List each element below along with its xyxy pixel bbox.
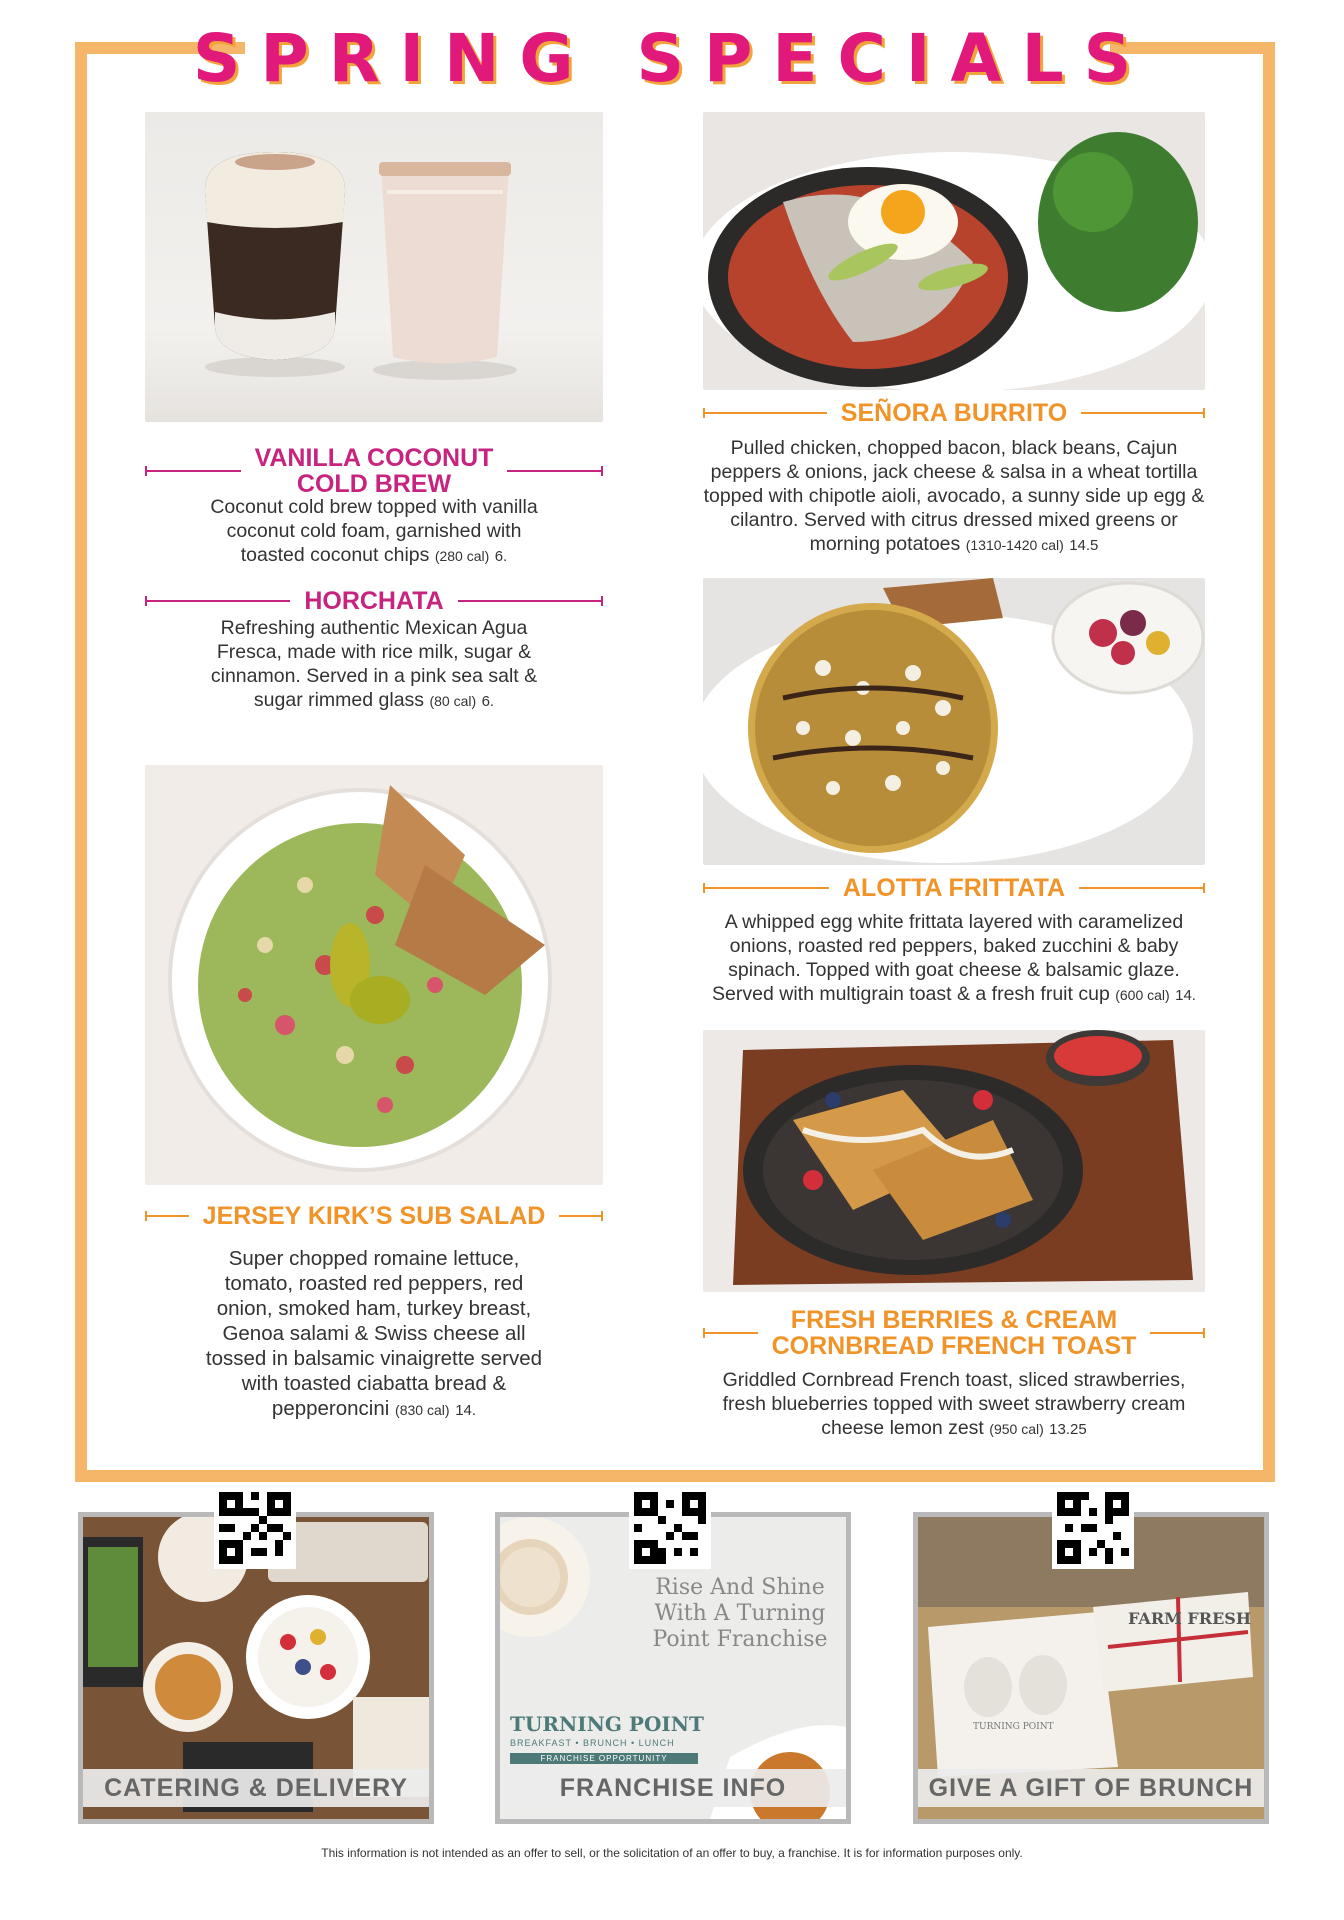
frittata-name: ALOTTA FRITTATA (842, 874, 1066, 902)
vanilla-calories: (280 cal) (434, 548, 490, 564)
salad-description (195, 1246, 553, 1423)
burrito-heading (703, 400, 1205, 426)
disclaimer-text: This information is not intended as an offer to sell, or the solicitation of an offer to buy, a franchise. It is for information purposes only. (321, 1846, 1023, 1860)
vanilla-desc-text: Coconut cold brew topped with vanilla coconut cold foam, garnished with toasted coconut chips (210, 496, 538, 566)
horchata-desc-text: Refreshing authentic Mexican Agua Fresca, made with rice milk, sugar & cinnamon. Served in a pink sea salt & sugar rimmed glass (210, 617, 538, 711)
frittata-heading (703, 875, 1205, 901)
logo-subtitle: BREAKFAST • BRUNCH • LUNCH (510, 1738, 675, 1748)
salad-heading (145, 1203, 603, 1229)
frittata-price: 14. (1175, 987, 1196, 1004)
horchata-calories: (80 cal) (429, 693, 477, 709)
frittata-description (703, 910, 1205, 1008)
salad-desc-text: Super chopped romaine lettuce, tomato, roasted red peppers, red onion, smoked ham, turkey breast, Genoa salami & Swiss cheese all tossed in balsamic vinaigrette served with toasted ciabatta bread & pepperoncini (205, 1247, 543, 1420)
egg-carton-text: TURNING POINT (973, 1722, 1054, 1732)
vanilla-name-line2: COLD BREW (296, 470, 452, 499)
cold-brew-photo (145, 112, 603, 422)
toast-name-line2: CORNBREAD FRENCH TOAST (771, 1332, 1137, 1361)
toast-price: 13.25 (1049, 1421, 1087, 1438)
burrito-calories: (1310-1420 cal) (965, 537, 1064, 553)
horchata-name: HORCHATA (304, 587, 444, 615)
toast-description (703, 1368, 1205, 1442)
vanilla-description (195, 495, 553, 569)
sub-salad-photo (145, 765, 603, 1185)
frittata-calories: (600 cal) (1115, 987, 1170, 1003)
horchata-price: 6. (481, 693, 495, 710)
toast-calories: (950 cal) (989, 1421, 1044, 1437)
vanilla-price: 6. (494, 548, 508, 565)
catering-label: CATERING & DELIVERY (83, 1769, 429, 1807)
burrito-description (703, 436, 1205, 558)
vanilla-name-line1: VANILLA COCONUT (254, 444, 494, 472)
horchata-heading (145, 588, 603, 614)
burrito-desc-text: Pulled chicken, chopped bacon, black beans, Cajun peppers & onions, jack cheese & salsa in a wheat tortilla topped with chipotle aioli, avocado, a sunny side up egg & cilantro. Served with citrus dressed mixed greens or morning potatoes (703, 437, 1205, 555)
salad-name: JERSEY KIRK’S SUB SALAD (202, 1202, 546, 1230)
gift-label: GIVE A GIFT OF BRUNCH (918, 1769, 1264, 1807)
turning-point-logo (510, 1712, 710, 1766)
salad-price: 14. (455, 1402, 477, 1419)
franchise-label: FRANCHISE INFO (500, 1769, 846, 1807)
franchise-tagline: Rise And Shine With A Turning Point Franchise (652, 1575, 828, 1652)
horchata-description (195, 616, 553, 714)
logo-band: FRANCHISE OPPORTUNITY (510, 1753, 698, 1764)
frittata-photo (703, 578, 1205, 865)
toast-desc-text: Griddled Cornbread French toast, sliced strawberries, fresh blueberries topped with sweet strawberry cream cheese lemon zest (722, 1369, 1186, 1439)
frittata-desc-text: A whipped egg white frittata layered with caramelized onions, roasted red peppers, baked zucchini & baby spinach. Topped with goat cheese & balsamic glaze. Served with multigrain toast & a fresh fruit cup (712, 911, 1184, 1005)
vanilla-heading (145, 445, 603, 498)
page-title: SPRING SPECIALS (192, 20, 1152, 97)
burrito-price: 14.5 (1069, 537, 1099, 554)
french-toast-photo (703, 1030, 1205, 1292)
burrito-photo (703, 112, 1205, 390)
catering-qr-code[interactable] (214, 1487, 296, 1569)
toast-name-line1: FRESH BERRIES & CREAM (790, 1306, 1118, 1334)
gift-qr-code[interactable] (1052, 1487, 1134, 1569)
franchise-qr-code[interactable] (629, 1487, 711, 1569)
logo-name: TURNING POINT (510, 1712, 704, 1736)
burrito-name: SEÑORA BURRITO (840, 399, 1068, 427)
farm-fresh-box-text: FARM FRESH (1128, 1609, 1251, 1628)
salad-calories: (830 cal) (395, 1402, 450, 1418)
toast-heading (703, 1307, 1205, 1360)
